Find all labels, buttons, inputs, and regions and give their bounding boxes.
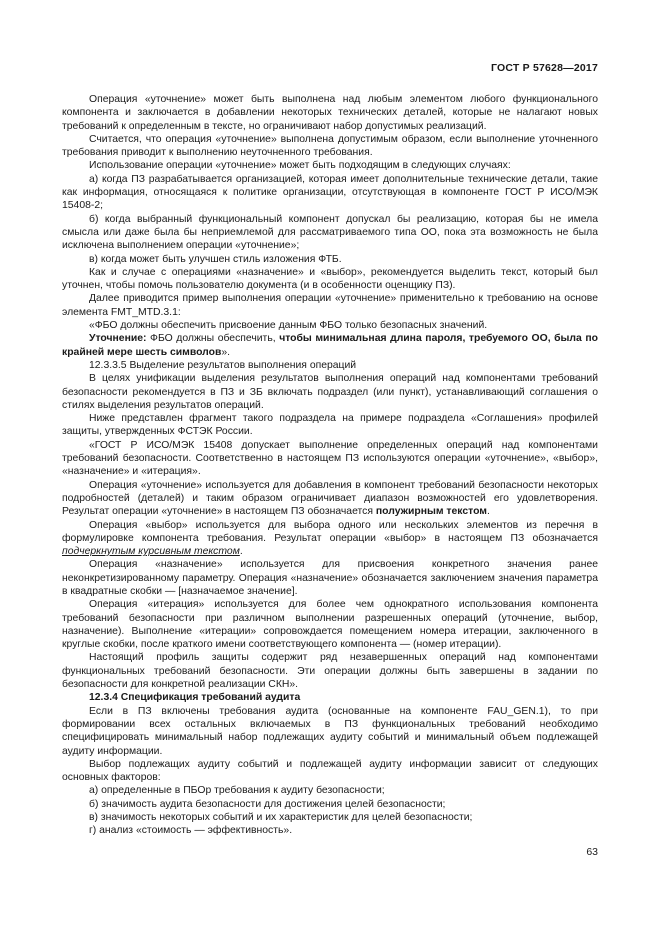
- paragraph: Если в ПЗ включены требования аудита (основанные на компоненте FAU_GEN.1), то при формировании всех остальных включаемых в ПЗ функциональных требований необходимо специфицировать минимальный набор подлежащих аудиту событий и минимальный объем подлежащей аудиту информации.: [62, 705, 598, 757]
- refinement-bold-text: чтобы минимальная длина пароля, требуемого ОО, была по крайней мере шесть символов: [62, 333, 598, 358]
- paragraph: В целях унификации выделения результатов выполнения операций над компонентами требований безопасности рекомендуется в ПЗ и ЗБ включать подраздел (или пункт), устанавливающий соглашения о стилях выделения результатов операций.: [62, 373, 598, 411]
- paragraph-end: .: [487, 506, 490, 518]
- refinement-text: ФБО должны обеспечить,: [146, 333, 280, 345]
- list-item: а) определенные в ПБОр требования к аудиту безопасности;: [89, 785, 385, 797]
- standard-header: ГОСТ Р 57628—2017: [490, 62, 598, 74]
- paragraph: [62, 479, 598, 519]
- underlined-italic-sample: подчеркнутым курсивным текстом: [62, 546, 240, 558]
- paragraph: «ГОСТ Р ИСО/МЭК 15408 допускает выполнение определенных операций над компонентами требований безопасности. Соответственно в настоящем ПЗ используются операции «уточнение», «выбор», «назначение» и «итерация».: [62, 439, 598, 478]
- paragraph: Считается, что операция «уточнение» выполнена допустимым образом, если выполнение уточненного требования приводит к выполнению неуточненного требования.: [62, 133, 598, 159]
- list-item: а) когда ПЗ разрабатывается организацией, которая имеет дополнительные технические детали, такие как информация, относящаяся к политике организации, отсутствующая в компоненте ГОСТ Р ИСО/МЭК 15408-2;: [62, 173, 598, 212]
- list-item: б) значимость аудита безопасности для достижения целей безопасности;: [89, 798, 446, 810]
- refinement-example: [62, 332, 598, 359]
- paragraph: Настоящий профиль защиты содержит ряд незавершенных операций над компонентами функциональных требований безопасности. Эти операции должны быть завершены в задании по безопасности для конкретной реализации СКН».: [62, 652, 598, 691]
- list-item: г) анализ «стоимость — эффективность».: [89, 825, 293, 837]
- section-heading: 12.3.3.5 Выделение результатов выполнения операций: [89, 359, 357, 371]
- paragraph: Выбор подлежащих аудиту событий и подлежащей аудиту информации зависит от следующих основных факторов:: [62, 758, 598, 784]
- list-item: б) когда выбранный функциональный компонент допускал бы реализацию, которая бы не имела смысла или даже была бы неприемлемой для рассматриваемого типа ОО, пока эта возможность не была исключена выполнением операции «уточнение»;: [62, 213, 598, 252]
- paragraph-end: .: [239, 546, 243, 558]
- bold-text-sample: полужирным текстом: [375, 506, 487, 518]
- paragraph: Как и случае с операциями «назначение» и «выбор», рекомендуется выделить текст, который был уточнен, чтобы помочь пользователю документа (и в особенности оценщику ПЗ).: [62, 266, 598, 292]
- list-item: в) когда может быть улучшен стиль изложения ФТБ.: [89, 253, 342, 265]
- section-heading-text: 12.3.4 Спецификация требований аудита: [89, 692, 301, 704]
- quote-line: «ФБО должны обеспечить присвоение данным ФБО только безопасных значений.: [89, 320, 488, 332]
- paragraph: Операция «назначение» используется для присвоения конкретного значения ранее неконкретизированному параметру. Операция «назначение» обозначается заключением значения параметра в квадратные скобки — [назначаемое значение].: [62, 559, 598, 597]
- paragraph: Далее приводится пример выполнения операции «уточнение» применительно к требованию на основе элемента FMT_MTD.3.1:: [62, 293, 598, 318]
- refinement-end: ».: [221, 346, 231, 358]
- section-heading: [62, 691, 598, 704]
- document-body: [62, 93, 598, 838]
- refinement-label: Уточнение:: [89, 333, 147, 345]
- paragraph: [62, 519, 598, 559]
- list-item: в) значимость некоторых событий и их характеристик для целей безопасности;: [89, 812, 473, 824]
- paragraph: Операция «уточнение» может быть выполнена над любым элементом любого функционального компонента и заключается в добавлении некоторых технических деталей, которые не налагают новых требований к определенным в тексте, но ограничивают набор допустимых реализаций.: [62, 94, 598, 132]
- refinement-convention-text: Операция «уточнение» используется для добавления в компонент требований безопасности некоторых подробностей (деталей) и таким образом ограничивает диапазон возможностей его удовлетворения. Результат операции «уточнение» в настоящем ПЗ обозначается: [62, 479, 598, 518]
- paragraph: Операция «итерация» используется для более чем однократного использования компонента требований безопасности при различном выполнении разрешенных операций (уточнение, выбор, назначение). Выполнение «итерации» сопровождается помещением номера итерации, заключенного в круглые скобки, после краткого имени соответствующего компонента — (номер итерации).: [62, 599, 598, 651]
- paragraph: Использование операции «уточнение» может быть подходящим в следующих случаях:: [89, 160, 511, 172]
- paragraph: Ниже представлен фрагмент такого подраздела на примере подраздела «Соглашения» профилей защиты, утвержденных ФСТЭК России.: [62, 413, 598, 438]
- page-number: 63: [586, 846, 598, 858]
- selection-convention-text: Операция «выбор» используется для выбора одного или нескольких элементов из перечня в формулировке компонента требования. Результат операции «выбор» в настоящем ПЗ обозначается: [62, 519, 598, 544]
